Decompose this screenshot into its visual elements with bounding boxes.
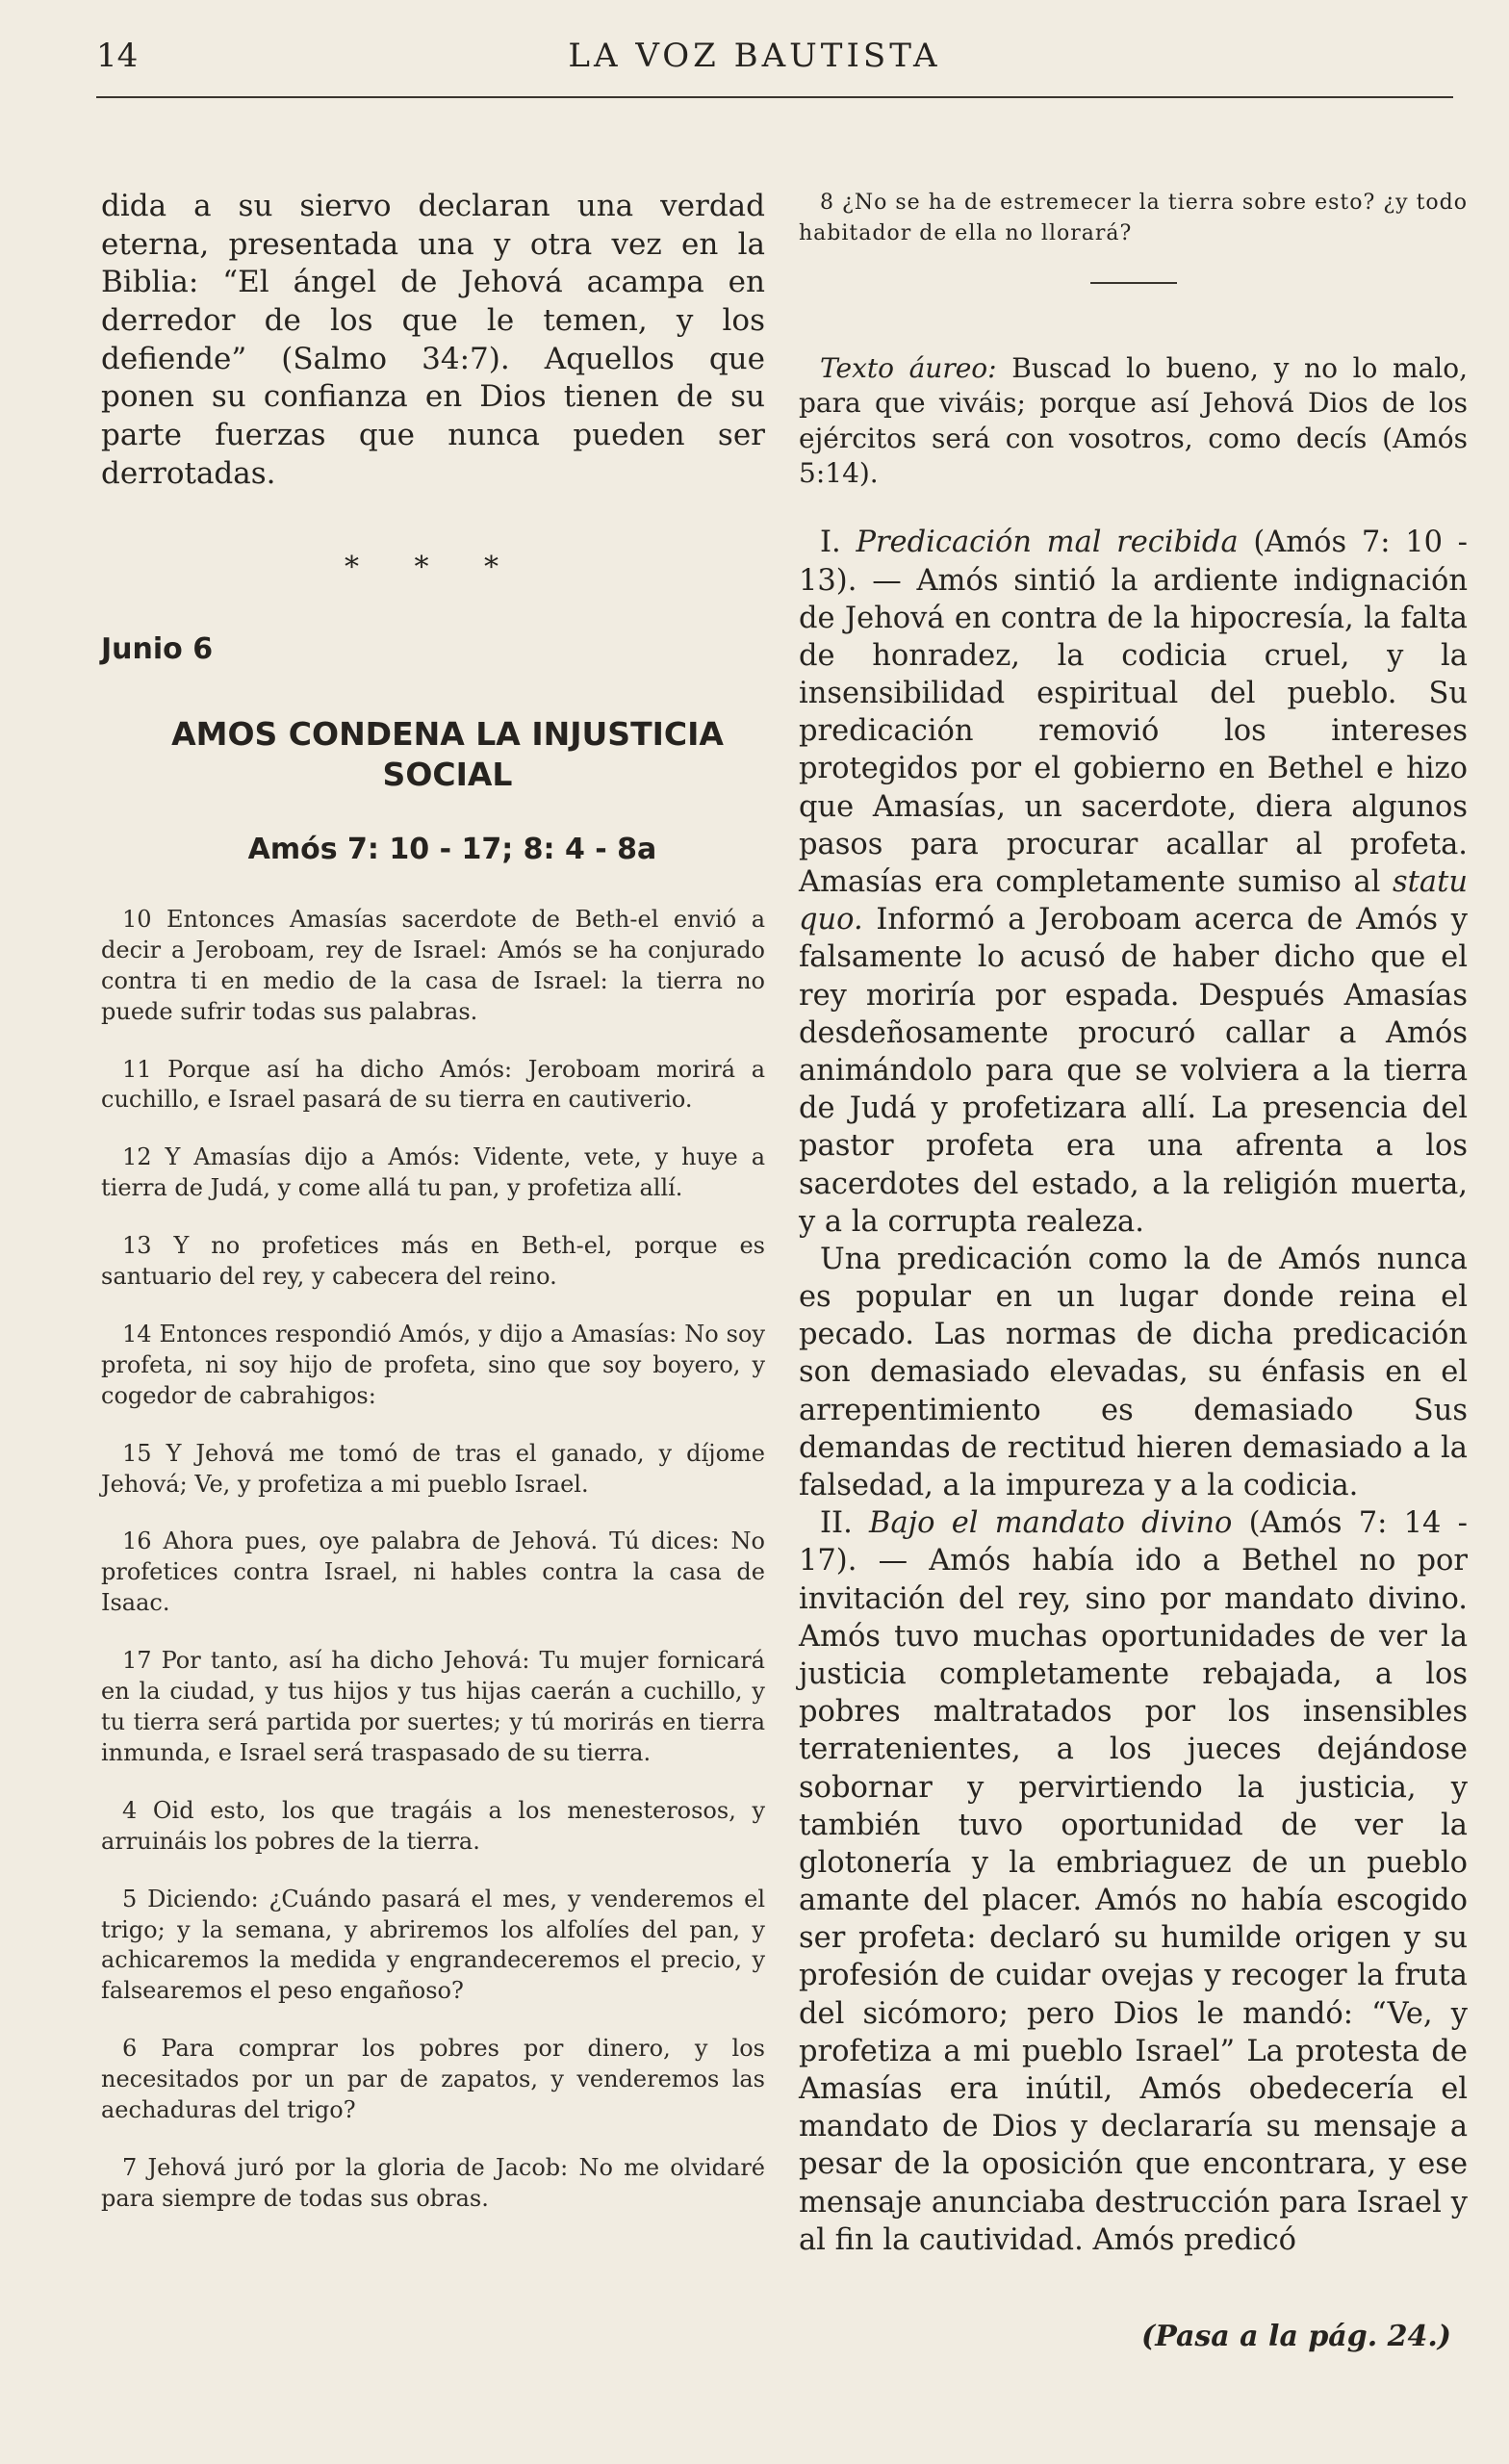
verse: 16 Ahora pues, oye palabra de Jehová. Tú dices: No profetices contra Israel, ni hables contra la casa de Isaac. [101,1527,765,1617]
section-2-number: II. [820,1506,853,1541]
page-number: 14 [96,37,139,75]
running-title: LA VOZ BAUTISTA [568,37,941,75]
section-divider-stars: * * * [344,551,523,585]
verse: 6 Para comprar los pobres por dinero, y los necesitados por un par de zapatos, y venderemos las aechaduras del trigo? [101,2035,765,2124]
section-1 [799,524,1468,1241]
verse: 15 Y Jehová me tomó de tras el ganado, y díjome Jehová; Ve, y profetiza a mi pueblo Israel. [101,1439,765,1498]
scripture-reference: Amós 7: 10 - 17; 8: 4 - 8a [247,832,657,866]
golden-text [799,351,1468,492]
right-column [799,188,1468,2259]
section-1-text: (Amós 7: 10 - 13). — Amós sintió la ardiente indignación de Jehová en contra de la hipocresía, la falta de honradez, la codicia cruel, y la insensibilidad espiritual del pueblo. Su predicación removió los intereses protegidos por el gobierno en Bethel e hizo que Amasías, un sacerdote, diera algunos pasos para procurar acallar al profeta. Amasías era completamente sumiso al [799,526,1468,900]
section-1-number: I. [820,526,841,560]
golden-text-label: Texto áureo: [820,351,997,384]
left-column [101,188,765,2242]
section-2 [799,1504,1468,2259]
verse: 10 Entonces Amasías sacerdote de Beth-el envió a decir a Jeroboam, rey de Israel: Amós se ha conjurado contra ti en medio de la casa de Israel: la tierra no puede sufrir todas sus palabras. [101,905,765,1025]
continued-note: (Pasa a la pág. 24.) [1141,2320,1451,2353]
lesson-date: Junio 6 [101,632,214,667]
short-divider [1090,282,1177,284]
section-1-text-continued: Informó a Jeroboam acerca de Amós y falsamente lo acusó de haber dicho que el rey moriría por espada. Después Amasías desdeñosamente procuró callar a Amós animándolo para que se volviera a la tierra de Judá y profetizara allí. La presencia del pastor profeta era una afrenta a los sacerdotes del estado, a la religión muerta, y a la corrupta realeza. [799,903,1468,1239]
verse: 4 Oid esto, los que tragáis a los menesterosos, y arruináis los pobres de la tierra. [101,1796,765,1855]
verse: 17 Por tanto, así ha dicho Jehová: Tu mujer fornicará en la ciudad, y tus hijos y tus hijas caerán a cuchillo, y tu tierra será partida por suertes; y tú morirás en tierra inmunda, e Israel será traspasado de su tierra. [101,1647,765,1766]
verse: 11 Porque así ha dicho Amós: Jeroboam morirá a cuchillo, e Israel pasará de su tierra en cautiverio. [101,1055,765,1114]
intro-paragraph: dida a su siervo declaran una verdad eterna, presentada una y otra vez en la Biblia: “El ángel de Jehová acampa en derredor de los que le temen, y los defiende” (Salmo 34:7). Aquellos que ponen su confianza en Dios tienen de su parte fuerzas que nunca pueden ser derrotadas. [101,189,765,491]
verse: 13 Y no profetices más en Beth-el, porque es santuario del rey, y cabecera del reino. [101,1232,765,1291]
verse: 12 Y Amasías dijo a Amós: Vidente, vete, y huye a tierra de Judá, y come allá tu pan, y profetiza allí. [101,1143,765,1202]
verse: 14 Entonces respondió Amós, y dijo a Amasías: No soy profeta, ni soy hijo de profeta, sino que soy boyero, y cogedor de cabrahigos: [101,1320,765,1409]
section-1-title: Predicación mal recibida [856,526,1239,560]
verse: 7 Jehová juró por la gloria de Jacob: No me olvidaré para siempre de todas sus obras. [101,2153,765,2212]
lesson-title: AMOS CONDENA LA INJUSTICIA SOCIAL [171,715,724,793]
page-header [0,0,1509,106]
header-rule [96,96,1453,98]
section-2-title: Bajo el mandato divino [869,1506,1233,1541]
section-2-text: (Amós 7: 14 - 17). — Amós había ido a Bethel no por invitación del rey, sino por mandato divino. Amós tuvo muchas oportunidades de ver la justicia completamente rebajada, a los pobres maltratados por los insensibles terratenientes, a los jueces dejándose sobornar y pervirtiendo la justicia, y también tuvo oportunidad de ver la glotonería y la embriaguez de un pueblo amante del placer. Amós no había escogido ser profeta: declaró su humilde origen y su profesión de cuidar ovejas y recoger la fruta del sicómoro; pero Dios le mandó: “Ve, y profetiza a mi pueblo Israel” La protesta de Amasías era inútil, Amós obedecería el mandato de Dios y declararía su mensaje a pesar de la oposición que encontrara, y ese mensaje anunciaba destrucción para Israel y al fin la cautividad. Amós predicó [799,1506,1468,2257]
verse: 5 Diciendo: ¿Cuándo pasará el mes, y venderemos el trigo; y la semana, y abriremos los alfolíes del pan, y achicaremos la medida y engrandeceremos el precio, y falsearemos el peso engañoso? [101,1885,765,2005]
statu-quo: statu quo. [799,865,1468,937]
section-1-paragraph-2: Una predicación como la de Amós nunca es popular en un lugar donde reina el pecado. Las normas de dicha predicación son demasiado elevadas, su énfasis en el arrepentimiento es demasiado Sus demandas de rectitud hieren demasiado a la falsedad, a la impureza y a la codicia. [799,1242,1468,1503]
golden-text-body: Buscad lo bueno, y no lo malo, para que viváis; porque así Jehová Dios de los ejércitos será con vosotros, como decís (Amós 5:14). [799,351,1468,489]
verse-8: 8 ¿No se ha de estremecer la tierra sobre esto? ¿y todo habitador de ella no llorará? [799,191,1468,245]
